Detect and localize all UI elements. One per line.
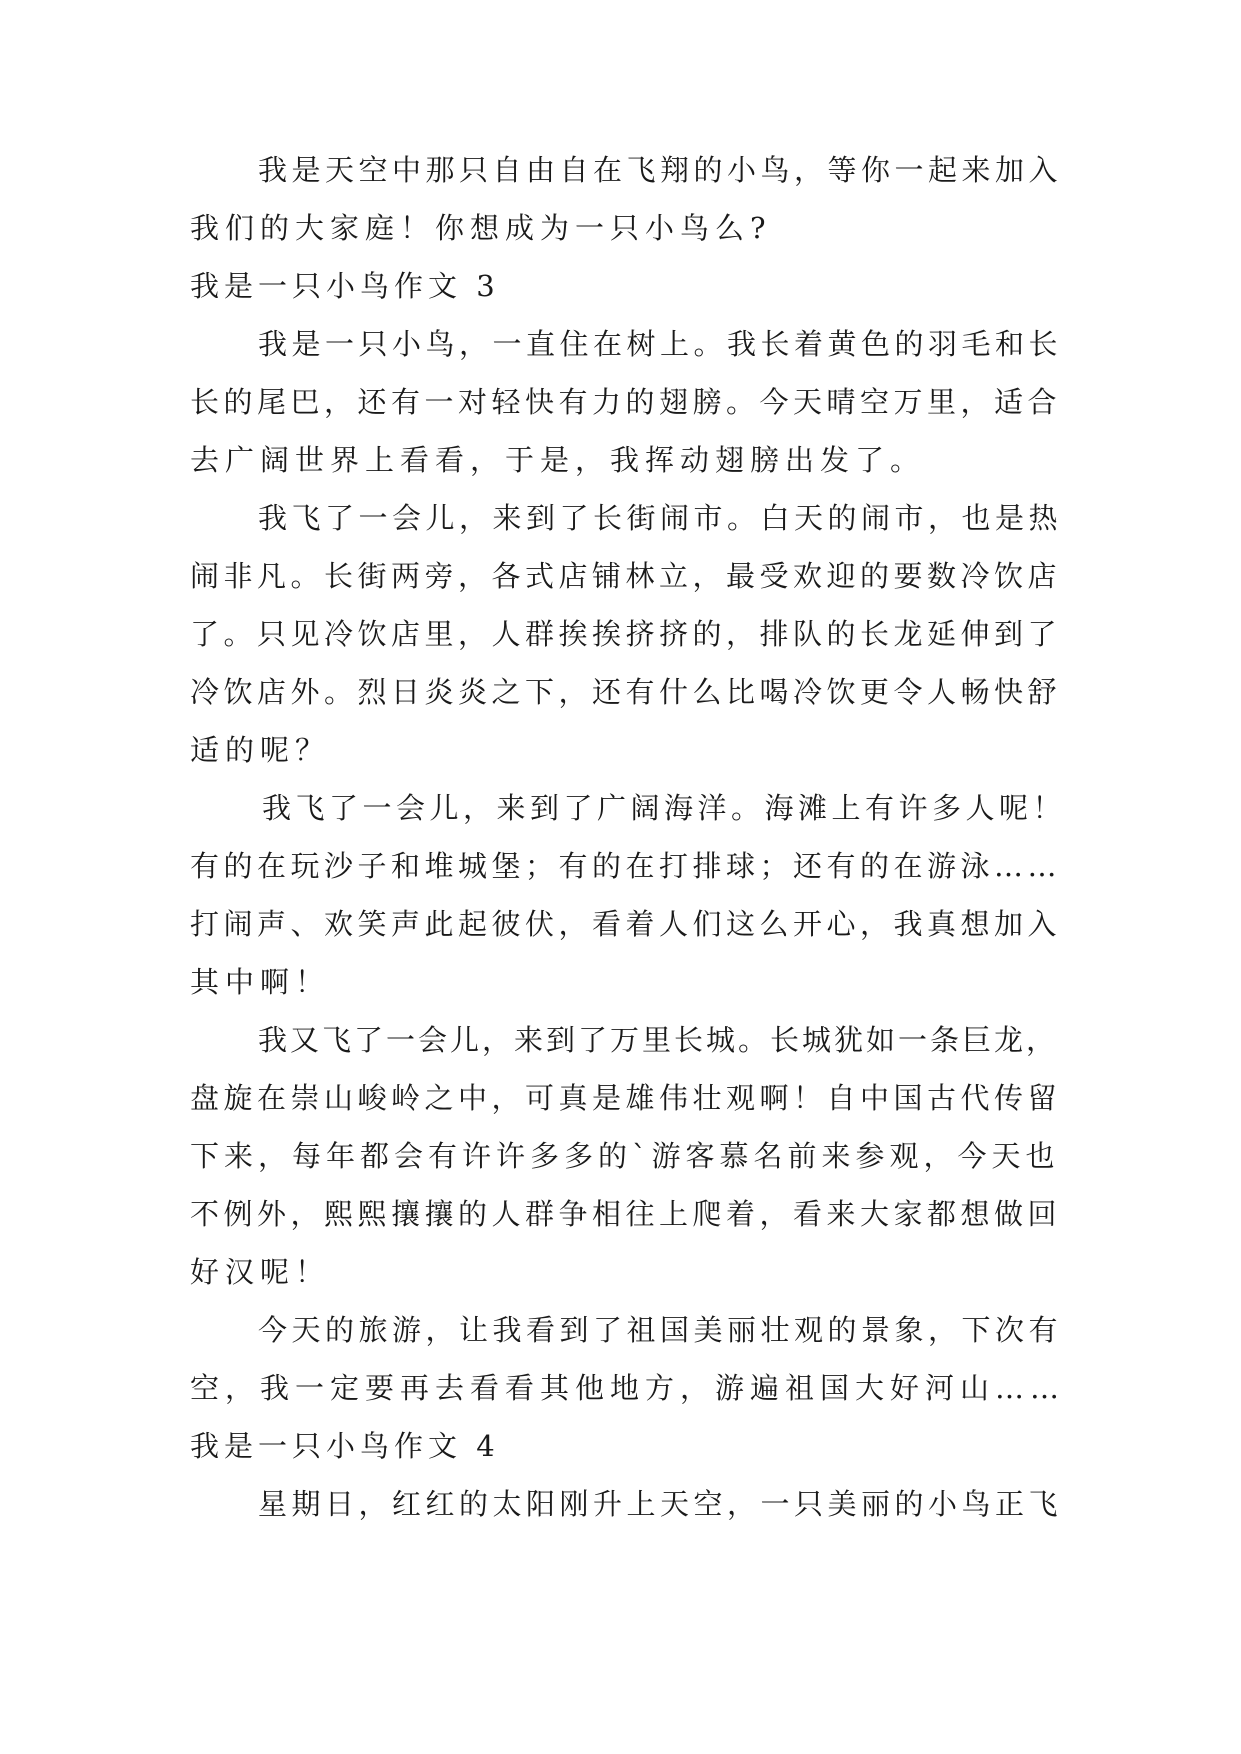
text-line: 我是天空中那只自由自在飞翔的小鸟，等你一起来加入 <box>258 153 1063 187</box>
text-line: 冷饮店外。烈日炎炎之下，还有什么比喝冷饮更令人畅快舒 <box>190 675 1062 709</box>
text-line: 今天的旅游，让我看到了祖国美丽壮观的景象，下次有 <box>258 1313 1063 1347</box>
text-line: 好汉呢！ <box>190 1255 331 1289</box>
text-line: 我飞了一会儿，来到了广阔海洋。海滩上有许多人呢！ <box>262 791 1067 825</box>
text-line: 下来，每年都会有许许多多的`游客慕名前来参观，今天也 <box>190 1139 1060 1173</box>
text-line: 适的呢？ <box>190 733 331 767</box>
section-heading: 我是一只小鸟作文 3 <box>190 269 500 303</box>
text-line: 长的尾巴，还有一对轻快有力的翅膀。今天晴空万里，适合 <box>190 385 1062 419</box>
text-line: 我是一只小鸟，一直住在树上。我长着黄色的羽毛和长 <box>258 327 1063 361</box>
text-line: 打闹声、欢笑声此起彼伏，看着人们这么开心，我真想加入 <box>190 907 1062 941</box>
text-line: 盘旋在崇山峻岭之中，可真是雄伟壮观啊！自中国古代传留 <box>190 1081 1062 1115</box>
section-heading: 我是一只小鸟作文 4 <box>190 1429 500 1463</box>
text-line: 我又飞了一会儿，来到了万里长城。长城犹如一条巨龙， <box>258 1023 1059 1057</box>
text-line: 去广阔世界上看看，于是，我挥动翅膀出发了。 <box>190 443 926 477</box>
text-line: 星期日，红红的太阳刚升上天空，一只美丽的小鸟正飞 <box>258 1487 1063 1521</box>
text-line: 有的在玩沙子和堆城堡；有的在打排球；还有的在游泳…… <box>190 849 1062 883</box>
text-line: 空，我一定要再去看看其他地方，游遍祖国大好河山…… <box>190 1371 1066 1405</box>
text-line: 了。只见冷饮店里，人群挨挨挤挤的，排队的长龙延伸到了 <box>190 617 1062 651</box>
text-line: 不例外，熙熙攘攘的人群争相往上爬着，看来大家都想做回 <box>190 1197 1062 1231</box>
text-line: 其中啊！ <box>190 965 331 999</box>
text-line: 我飞了一会儿，来到了长街闹市。白天的闹市，也是热 <box>258 501 1063 535</box>
text-line: 我们的大家庭！你想成为一只小鸟么? <box>190 211 772 245</box>
text-line: 闹非凡。长街两旁，各式店铺林立，最受欢迎的要数冷饮店 <box>190 559 1062 593</box>
